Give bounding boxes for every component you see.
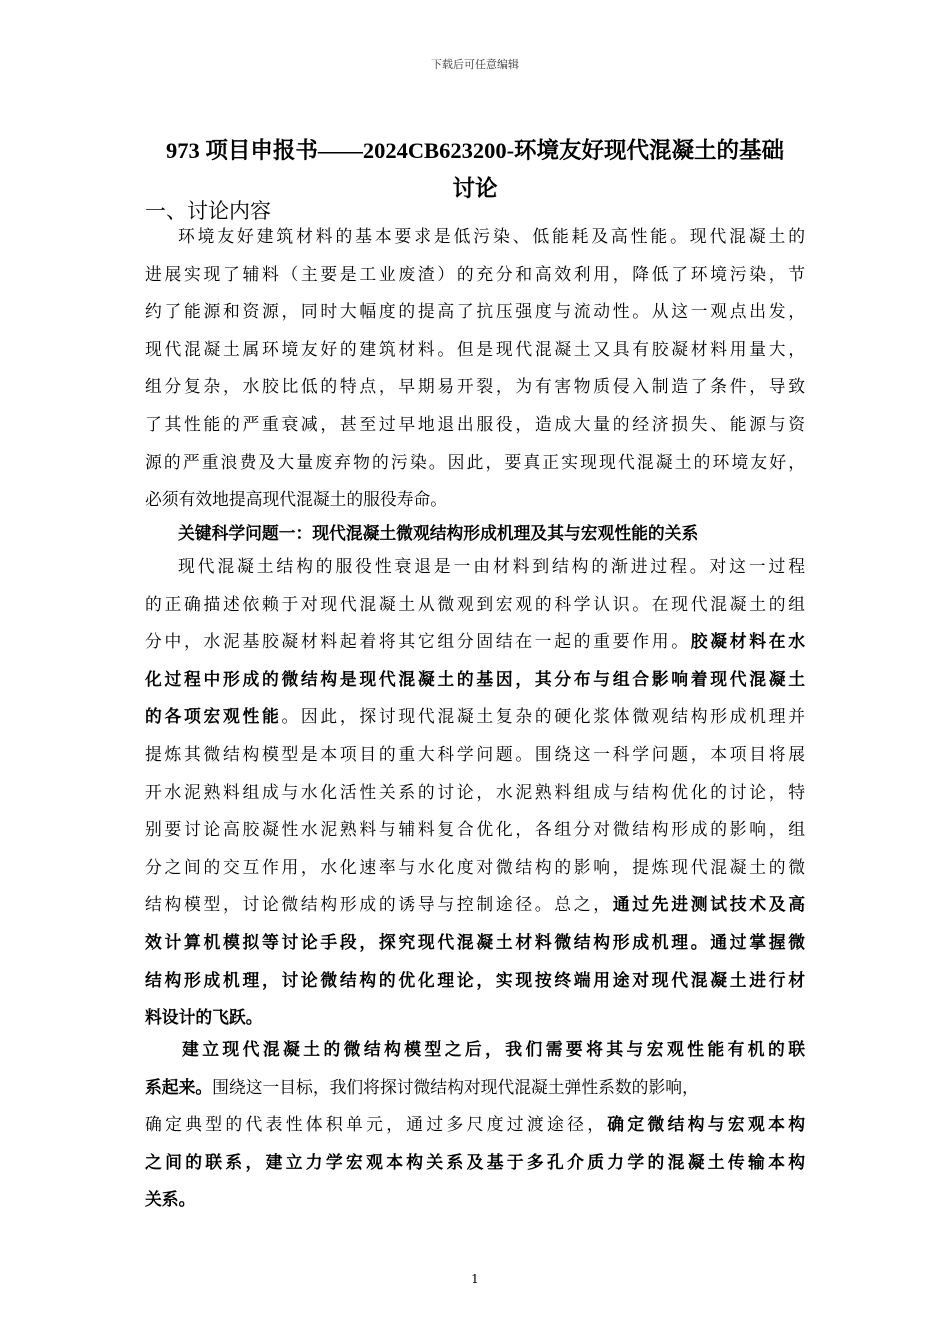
- p1-line: 约了能源和资源，同时大幅度的提高了抗压强度与流动性。从这一观点出发，: [145, 301, 805, 322]
- key-question-heading: [145, 515, 805, 553]
- p3-line: [145, 1181, 805, 1219]
- paragraph-3: [145, 1031, 805, 1219]
- paragraph-2: [145, 548, 805, 1037]
- paragraph-1: [145, 218, 805, 519]
- p2-line: [145, 698, 805, 736]
- p1-line: 现代混凝土属环境友好的建筑材料。但是现代混凝土又具有胶凝材料用量大，: [145, 338, 805, 359]
- p1-line: 必须有效地提高现代混凝土的服役寿命。: [145, 489, 448, 510]
- p2-line: 开水泥熟料组成与水化活性关系的讨论，水泥熟料组成与结构优化的讨论，特: [145, 781, 805, 802]
- p1-line: 组分复杂，水胶比低的特点，早期易开裂，为有害物质侵入制造了条件，导致: [145, 376, 805, 397]
- p3-line: [145, 1031, 805, 1069]
- p2-bold-text: 结构形成机理，讨论微结构的优化理论，实现按终端用途对现代混凝土进行材: [145, 969, 805, 990]
- p1-line: 进展实现了辅料（主要是工业废渣）的充分和高效利用，降低了环境污染，节: [145, 263, 805, 284]
- p3-text: 确定典型的代表性体积单元，通过多尺度过渡途径，: [145, 1114, 608, 1135]
- p3-bold-text: 之间的联系，建立力学宏观本构关系及基于多孔介质力学的混凝土传输本构: [145, 1151, 805, 1172]
- p2-line: [145, 623, 805, 661]
- key-question-text: 关键科学问题一：现代混凝土微观结构形成机理及其与宏观性能的关系: [178, 523, 699, 543]
- title-line-1: 973 项目申报书——2024CB623200-环境友好现代混凝土的基础: [165, 138, 785, 163]
- p2-line: 提炼其微结构模型是本项目的重大科学问题。围绕这一科学问题，本项目将展: [145, 743, 805, 764]
- p2-bold-text: 的各项宏观性能: [145, 706, 282, 727]
- p3-line: [145, 1144, 805, 1182]
- p2-line: [145, 886, 805, 924]
- p3-text: 围绕这一目标，我们将探讨微结构对现代混凝土弹性系数的影响，: [212, 1076, 699, 1097]
- p2-bold-text: 料设计的飞跃。: [145, 1007, 263, 1028]
- p3-bold-text: 关系。: [145, 1189, 196, 1210]
- p2-line: 别要讨论高胶凝性水泥熟料与辅料复合优化，各组分对微结构形成的影响，组: [145, 819, 805, 840]
- p2-line: 的正确描述依赖于对现代混凝土从微观到宏观的科学认识。在现代混凝土的组: [145, 593, 805, 614]
- header-note: 下载后可任意编辑: [431, 58, 519, 71]
- p3-bold-text: 确定微结构与宏观本构: [607, 1114, 805, 1135]
- p2-line: 分之间的交互作用，水化速率与水化度对微结构的影响，提炼现代混凝土的微: [145, 856, 805, 877]
- section-heading: 一、讨论内容: [145, 199, 271, 223]
- p3-bold-text: 系起来。: [145, 1076, 213, 1097]
- p2-text: 结构模型，讨论微结构形成的诱导与控制途径。总之，: [145, 894, 613, 915]
- p2-line: [145, 924, 805, 962]
- p3-bold-text: 建立现代混凝土的微结构模型之后，我们需要将其与宏观性能有机的联: [182, 1039, 805, 1059]
- p3-line: [145, 1069, 805, 1107]
- p3-line: [145, 1106, 805, 1144]
- page-number: 1: [471, 1272, 479, 1286]
- p2-bold-text: 胶凝材料在水: [690, 631, 805, 652]
- p2-line: [145, 962, 805, 1000]
- p2-bold-text: 效计算机模拟等讨论手段，探究现代混凝土材料微结构形成机理。通过掌握微: [145, 931, 805, 952]
- p2-line: 现代混凝土结构的服役性衰退是一由材料到结构的渐进过程。对这一过程: [178, 556, 805, 576]
- p1-line: 环境友好建筑材料的基本要求是低污染、低能耗及高性能。现代混凝土的: [178, 226, 805, 246]
- p1-line: 了其性能的严重衰减，甚至过早地退出服役，造成大量的经济损失、能源与资: [145, 413, 805, 434]
- p2-line: [145, 661, 805, 699]
- p2-text: 分中，水泥基胶凝材料起着将其它组分固结在一起的重要作用。: [145, 631, 691, 652]
- p2-bold-text: 通过先进测试技术及高: [612, 894, 805, 915]
- p2-text: 。因此，探讨现代混凝土复杂的硬化浆体微观结构形成机理并: [281, 706, 805, 727]
- p2-bold-text: 化过程中形成的微结构是现代混凝土的基因，其分布与组合影响着现代混凝土: [145, 668, 805, 689]
- title-line-2: 讨论: [452, 176, 498, 201]
- p1-line: 源的严重浪费及大量废弃物的污染。因此，要真正实现现代混凝土的环境友好，: [145, 451, 805, 472]
